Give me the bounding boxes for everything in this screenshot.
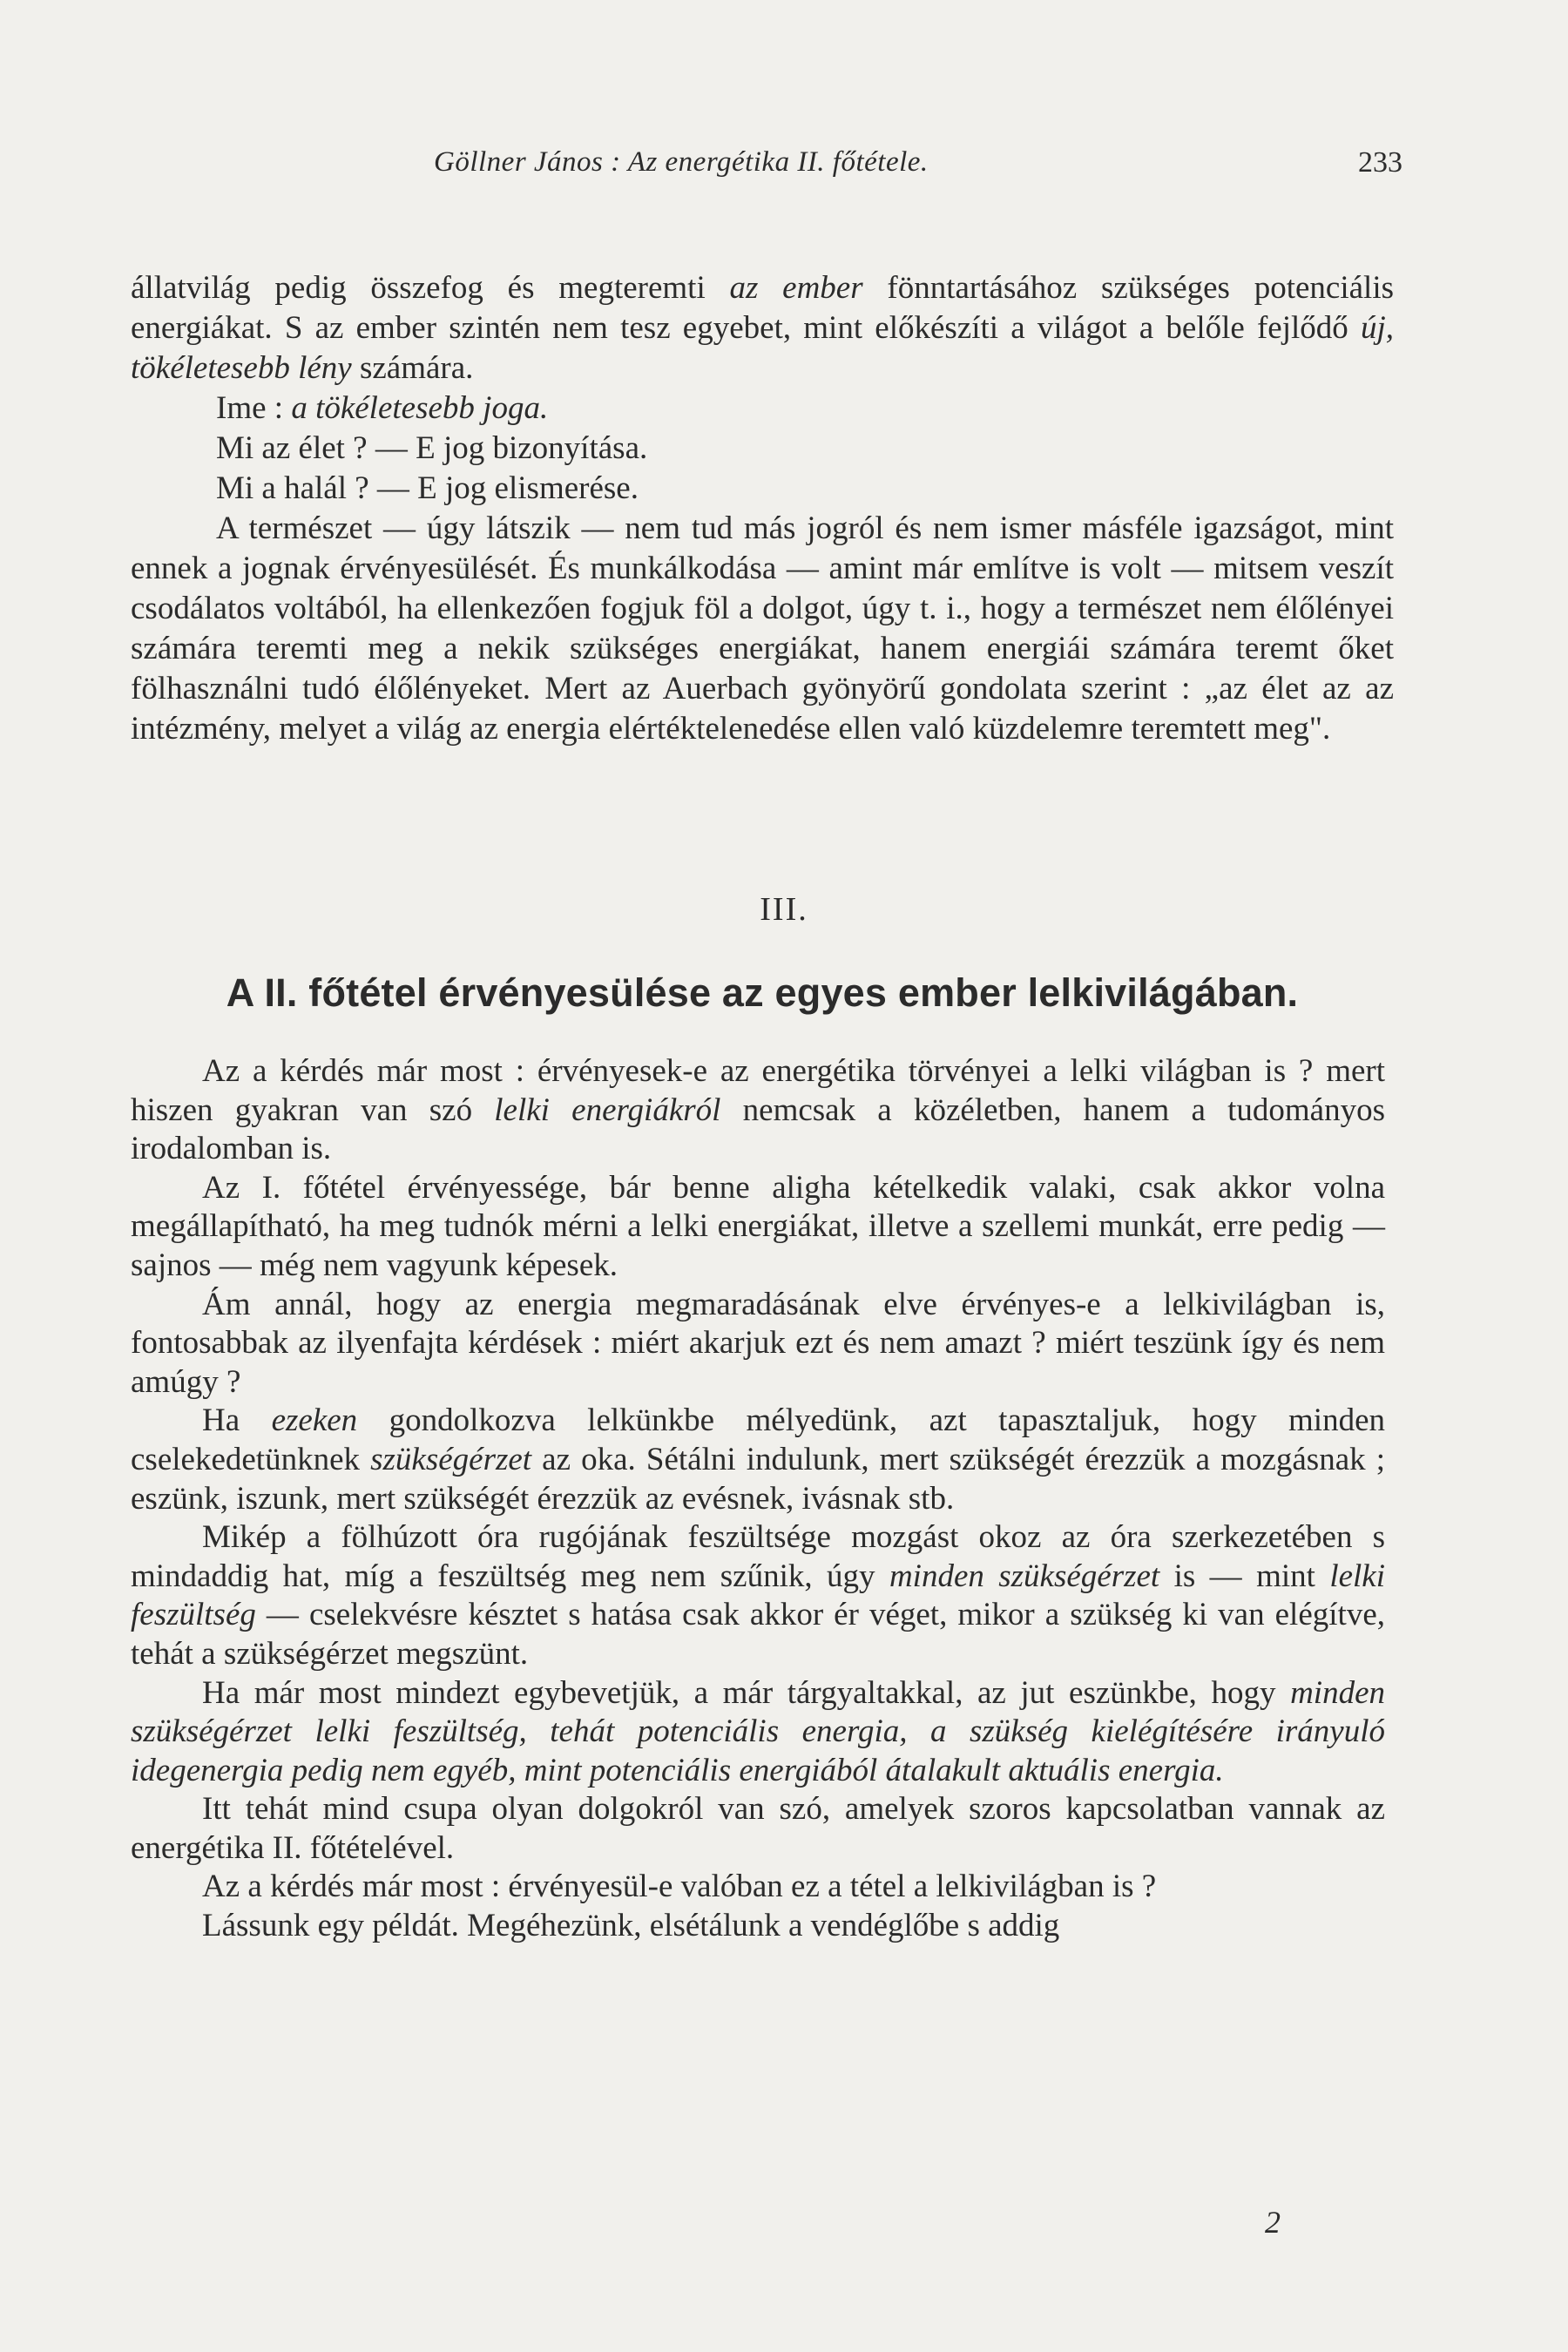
italic-run: lelki energiákról [494, 1092, 721, 1128]
section-heading: A II. főtétel érvényesülése az egyes ember lelkivilágában. [226, 970, 1299, 1015]
text-run: Ha [202, 1402, 272, 1439]
continuation-text [131, 268, 1394, 749]
text-run: állatvilág pedig összefog és megteremti [131, 270, 730, 306]
paragraph [131, 1402, 1385, 1518]
italic-run: minden szükségérzet lelki feszültség, tehát potenciális energia, a szükség kielégítésére irányuló idegenergia pedig nem egyéb, mint potenciális energiából átalakult aktuális energia. [131, 1674, 1385, 1788]
signature-mark: 2 [1265, 2205, 1281, 2240]
paragraph: Az I. főtétel érvényessége, bár benne aligha kételkedik valaki, csak akkor volna megállapítható, ha meg tudnók mérni a lelki energiákat, illetve a szellemi munkát, erre pedig — sajnos — még nem vagyunk képesek. [131, 1169, 1385, 1283]
italic-run: új, tökéletesebb lény [131, 310, 1394, 386]
paragraph [131, 389, 1394, 429]
italic-run: a tökéletesebb joga. [291, 390, 549, 426]
text-run: Mikép a fölhúzott óra rugójának feszültsége mozgást okoz az óra szerkezetében s mindaddig hat, míg a feszültség meg nem szűnik, úgy [131, 1519, 1385, 1594]
text-run: az oka. Sétálni indulunk, mert szükségét érezzük a mozgásnak ; eszünk, iszunk, mert szükségét érezzük az evésnek, ivásnak stb. [131, 1441, 1385, 1517]
paragraph [131, 1674, 1385, 1791]
paragraph: Itt tehát mind csupa olyan dolgokról van szó, amelyek szoros kapcsolatban vannak az energétika II. főtételével. [131, 1791, 1385, 1866]
paragraph [131, 1052, 1385, 1169]
paragraph: Mi az élet ? — E jog bizonyítása. [216, 430, 648, 466]
page-header [131, 146, 1402, 188]
text-run: nemcsak a közéletben, hanem a tudományos irodalomban is. [131, 1092, 1386, 1167]
paragraph: Mi a halál ? — E jog elismerése. [216, 470, 639, 506]
italic-run: minden szükségérzet [889, 1558, 1160, 1594]
running-title: Göllner János : Az energétika II. főtétele. [434, 146, 929, 178]
text-run: — cselekvésre késztet s hatása csak akkor ér véget, mikor a szükség ki van elégítve, tehát a szükségérzet megszünt. [131, 1597, 1385, 1672]
text-run: is — mint [1159, 1558, 1330, 1594]
text-run: számára. [351, 350, 474, 386]
paragraph: Ám annál, hogy az energia megmaradásának elve érvényes-e a lelkivilágban is, fontosabbak az ilyenfajta kérdések : miért akarjuk ezt és nem amazt ? miért teszünk így és nem amúgy ? [131, 1286, 1385, 1400]
paragraph [131, 1518, 1385, 1673]
paragraph: A természet — úgy látszik — nem tud más jogról és nem ismer másféle igazságot, mint ennek a jognak érvényesülését. És munkálkodása — amint már említve is volt — mitsem veszít csodálatos voltából, ha ellenkezően fogjuk föl a dolgot, úgy t. i., hogy a természet nem élőlényei számára teremti meg a nekik szükséges energiákat, hanem energiái számára teremt őket fölhasználni tudó élőlényeket. Mert az Auerbach gyönyörű gondolata szerint : „az élet az az intézmény, melyet a világ az energia elértéktelenedése ellen való küzdelemre teremtett meg". [131, 510, 1394, 747]
text-run: fönntartásához szükséges potenciális energiákat. S az ember szintén nem tesz egyebet, mint előkészíti a világot a belőle fejlődő [131, 270, 1394, 346]
paragraph: Az a kérdés már most : érvényesül-e valóban ez a tétel a lelkivilágban is ? [202, 1869, 1157, 1905]
text-run: Ime : [216, 390, 292, 426]
section-text [131, 1052, 1385, 1946]
text-run: Ha már most mindezt egybevetjük, a már tárgyaltakkal, az jut eszünkbe, hogy [202, 1674, 1291, 1711]
text-run: Az a kérdés már most : érvényesek-e az energétika törvényei a lelki világban is ? mert hiszen gyakran van szó [131, 1053, 1385, 1128]
italic-run: az ember [729, 270, 863, 306]
paragraph [131, 268, 1394, 389]
italic-run: lelki feszültség [131, 1558, 1385, 1633]
text-run: gondolkozva lelkünkbe mélyedünk, azt tapasztaljuk, hogy minden cselekedetünknek [131, 1402, 1385, 1477]
italic-run: szükségérzet [370, 1441, 532, 1477]
italic-run: ezeken [271, 1402, 358, 1439]
section-number: III. [760, 891, 808, 928]
paragraph: Lássunk egy példát. Megéhezünk, elsétálunk a vendéglőbe s addig [202, 1908, 1060, 1944]
page-number: 233 [1358, 146, 1402, 179]
